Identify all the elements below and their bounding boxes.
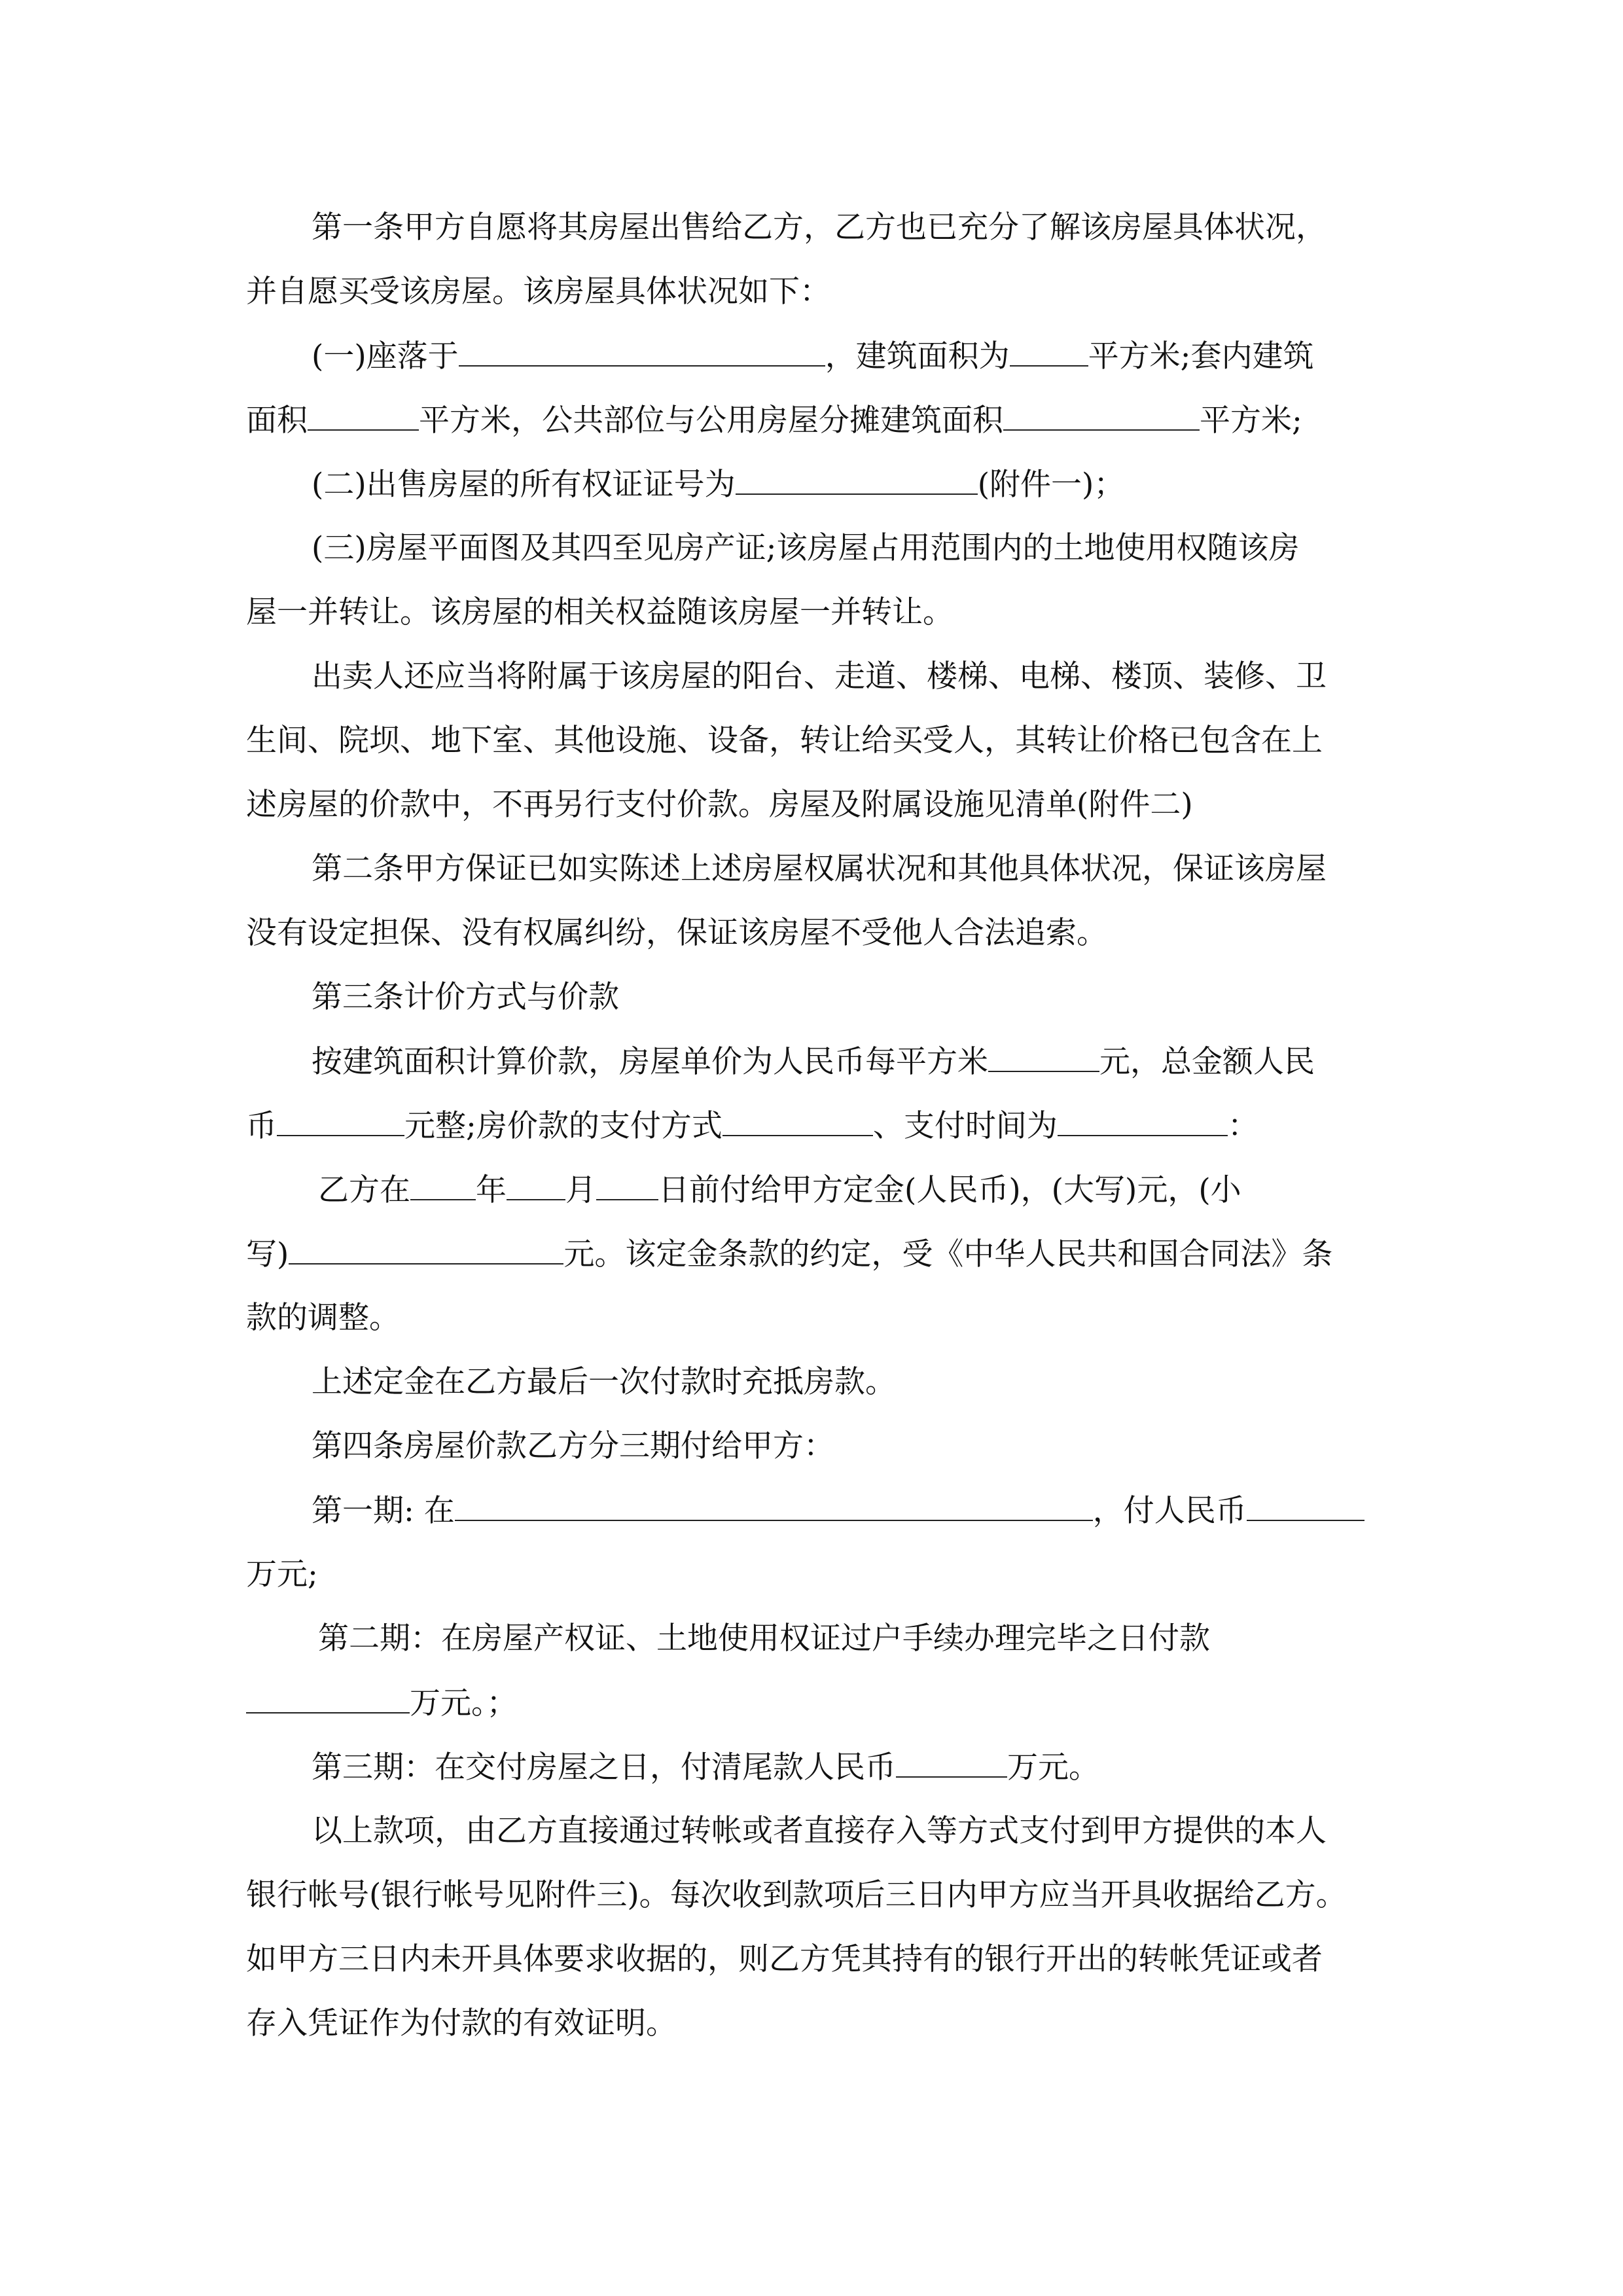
article-2-line-2: 没有设定担保、没有权属纠纷，保证该房屋不受他人合法追索。 — [246, 915, 1107, 951]
unit-price-blank — [988, 1042, 1099, 1072]
installment-3-unit: 万元。 — [1007, 1749, 1099, 1785]
deposit-day-blank — [596, 1170, 658, 1200]
item-3-line-2: 屋一并转让。该房屋的相关权益随该房屋一并转让。 — [246, 594, 954, 630]
deposit-offset-line: 上述定金在乙方最后一次付款时充抵房款。 — [312, 1364, 896, 1400]
item-1-line-2 — [246, 401, 1302, 440]
seller-clause-line-2: 生间、院坝、地下室、其他设施、设备，转让给买受人，其转让价格已包含在上 — [246, 723, 1323, 759]
certificate-number-blank — [736, 465, 978, 495]
item-1-inner-area-label: 面积 — [246, 403, 308, 439]
currency-label: 币 — [246, 1108, 277, 1144]
installment-2-blank — [246, 1683, 410, 1713]
installment-1-blank — [455, 1491, 1093, 1521]
deposit-amount-label: 日前付给甲方定金(人民币)，(大写)元，(小 — [658, 1172, 1241, 1208]
payment-clause-line-4: 存入凭证作为付款的有效证明。 — [246, 2005, 677, 2041]
unit-price-label: 按建筑面积计算价款，房屋单价为人民币每平方米 — [312, 1044, 988, 1080]
shared-area-blank — [1003, 401, 1200, 431]
building-area-blank — [1010, 336, 1088, 367]
inner-area-blank — [308, 401, 419, 431]
payment-clause-line-3: 如甲方三日内未开具体要求收据的，则乙方凭其持有的银行开出的转帐凭证或者 — [246, 1941, 1323, 1977]
payment-clause-line-1: 以上款项，由乙方直接通过转帐或者直接存入等方式支付到甲方提供的本人 — [312, 1813, 1327, 1849]
item-1-unit-label: 平方米;套内建筑 — [1088, 338, 1314, 374]
article-2-line-1: 第二条甲方保证已如实陈述上述房屋权属状况和其他具体状况，保证该房屋 — [312, 851, 1327, 887]
installment-3-blank — [896, 1748, 1007, 1778]
seller-clause-line-1: 出卖人还应当将附属于该房屋的阳台、走道、楼梯、电梯、楼顶、装修、卫 — [312, 658, 1327, 694]
article-1-line-1: 第一条甲方自愿将其房屋出售给乙方，乙方也已充分了解该房屋具体状况， — [312, 209, 1327, 245]
deposit-month-blank — [507, 1170, 565, 1200]
item-3-line-1: (三)房屋平面图及其四至见房产证;该房屋占用范围内的土地使用权随该房 — [312, 530, 1300, 566]
payment-time-blank — [1058, 1106, 1228, 1136]
installment-1-label: 第一期: 在 — [312, 1493, 455, 1529]
year-label: 年 — [476, 1172, 507, 1208]
small-amount-label: 写) — [246, 1236, 289, 1272]
total-amount-label: 元，总金额人民 — [1099, 1044, 1315, 1080]
location-blank — [459, 336, 825, 367]
item-2-line — [312, 465, 1124, 504]
deposit-small-blank — [289, 1234, 563, 1265]
payment-method-blank — [722, 1106, 873, 1136]
pricing-line-1 — [312, 1042, 1315, 1081]
item-1-area-label: ，建筑面积为 — [825, 338, 1010, 374]
payment-time-label: 、支付时间为 — [872, 1108, 1058, 1144]
item-1-shared-area-label: 平方米，公共部位与公用房屋分摊建筑面积 — [419, 403, 1003, 439]
installment-2-line-2 — [246, 1683, 518, 1723]
payment-clause-line-2: 银行帐号(银行帐号见附件三)。每次收到款项后三日内甲方应当开具收据给乙方。 — [246, 1877, 1347, 1913]
installment-1-line-2: 万元; — [246, 1556, 318, 1592]
item-1-location-label: (一)座落于 — [312, 338, 459, 374]
item-1-line-1 — [312, 336, 1314, 376]
seller-clause-line-3: 述房屋的价款中，不再另行支付价款。房屋及附属设施见清单(附件二) — [246, 787, 1193, 823]
article-1-line-2: 并自愿买受该房屋。该房屋具体状况如下： — [246, 274, 830, 310]
deposit-line-1 — [318, 1170, 1241, 1210]
item-2-label: (二)出售房屋的所有权证证号为 — [312, 467, 736, 503]
installment-2-line-1: 第二期：在房屋产权证、土地使用权证过户手续办理完毕之日付款 — [318, 1621, 1210, 1657]
installment-3-line — [312, 1748, 1099, 1787]
installment-3-label: 第三期：在交付房屋之日，付清尾款人民币 — [312, 1749, 896, 1785]
article-4-heading: 第四条房屋价款乙方分三期付给甲方： — [312, 1428, 834, 1464]
deposit-line-3: 款的调整。 — [246, 1300, 400, 1336]
deposit-year-blank — [410, 1170, 476, 1200]
installment-2-unit: 万元。； — [410, 1685, 518, 1721]
deposit-law-text: 元。该定金条款的约定，受《中华人民共和国合同法》条 — [563, 1236, 1333, 1272]
month-label: 月 — [565, 1172, 596, 1208]
total-amount-blank — [277, 1106, 404, 1136]
installment-1-line-1 — [312, 1491, 1364, 1530]
pricing-line-2 — [246, 1106, 1258, 1145]
item-1-sqm-label: 平方米; — [1200, 403, 1302, 439]
item-2-attachment: (附件一)； — [977, 467, 1125, 503]
installment-1-amount-label: ，付人民币 — [1092, 1493, 1247, 1529]
deposit-label: 乙方在 — [318, 1172, 410, 1208]
payment-method-label: 元整;房价款的支付方式 — [404, 1108, 722, 1144]
installment-1-amount-blank — [1247, 1491, 1364, 1521]
deposit-line-2 — [246, 1234, 1332, 1274]
pricing-colon: ： — [1227, 1108, 1258, 1144]
article-3-heading: 第三条计价方式与价款 — [312, 979, 619, 1015]
